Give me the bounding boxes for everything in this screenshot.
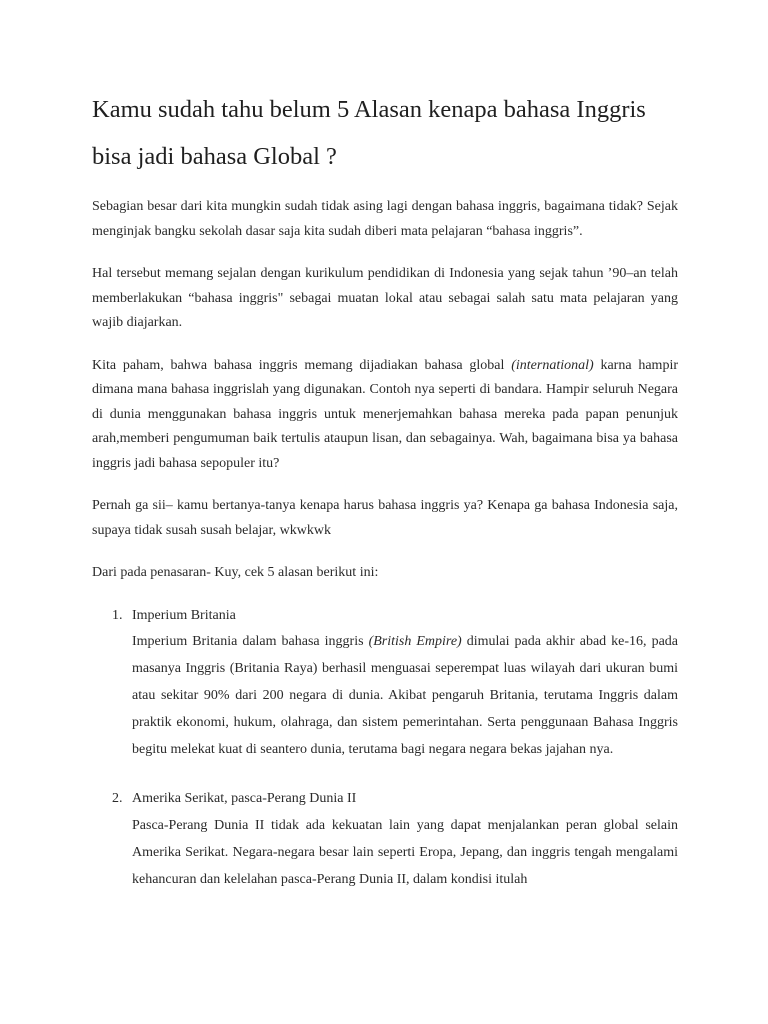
list-item-number: 2. xyxy=(112,791,123,806)
paragraph-text: Kita paham, bahwa bahasa inggris memang dijadiakan bahasa global xyxy=(92,357,512,373)
paragraph-curriculum: Hal tersebut memang sejalan dengan kurikulum pendidikan di Indonesia yang sejak tahun ’90–an telah memberlakukan “bahasa inggris" sebagai muatan lokal atau sebagai salah satu mata pelajaran yang wajib diajarkan. xyxy=(92,266,678,330)
list-item xyxy=(92,787,678,893)
list-item-number: 1. xyxy=(112,607,123,623)
document-title: Kamu sudah tahu belum 5 Alasan kenapa bahasa Inggris bisa jadi bahasa Global ? xyxy=(92,96,646,170)
paragraph-intro: Sebagian besar dari kita mungkin sudah tidak asing lagi dengan bahasa inggris, bagaimana tidak? Sejak menginjak bangku sekolah dasar saja kita sudah diberi mata pelajaran “bahasa inggris”. xyxy=(92,199,678,239)
paragraph-list-intro: Dari pada penasaran- Kuy, cek 5 alasan berikut ini: xyxy=(92,565,379,580)
list-item-title: Amerika Serikat, pasca-Perang Dunia II xyxy=(132,791,357,806)
italic-term: (British Empire) xyxy=(368,634,462,649)
paragraph-text: karna hampir dimana mana bahasa inggrislah yang digunakan. Contoh nya seperti di bandara. Hampir seluruh Negara di dunia menggunakan bahasa inggris untuk menerjemahkan bahasa mereka pada papan penunjuk arah,memberi pengumuman baik tertulis ataupun lisan, dan sebagainya. Wah, bagaimana bisa ya bahasa inggris jadi bahasa sepopuler itu? xyxy=(92,357,678,471)
list-item-body: Pasca-Perang Dunia II tidak ada kekuatan lain yang dapat menjalankan peran global selain Amerika Serikat. Negara-negara besar lain seperti Eropa, Jepang, dan inggris tengah mengalami kehancuran dan kelelahan pasca-Perang Dunia II, dalam kondisi itulah xyxy=(132,817,678,887)
document-page xyxy=(92,86,678,917)
reasons-list xyxy=(92,604,678,893)
list-item-title: Imperium Britania xyxy=(132,607,236,623)
paragraph-global-language xyxy=(92,354,678,477)
paragraph-question: Pernah ga sii– kamu bertanya-tanya kenapa harus bahasa inggris ya? Kenapa ga bahasa Indonesia saja, supaya tidak susah susah belajar, wkwkwk xyxy=(92,498,678,538)
item-body-text: dimulai pada akhir abad ke-16, pada masanya Inggris (Britania Raya) berhasil menguasai seperempat luas wilayah dari ukuran bumi atau sekitar 90% dari 200 negara di dunia. Akibat pengaruh Britania, terutama Inggris dalam praktik ekonomi, hukum, olahraga, dan sistem pemerintahan. Serta penggunaan Bahasa Inggris begitu melekat kuat di seantero dunia, terutama bagi negara negara bekas jajahan nya. xyxy=(132,634,678,757)
list-item xyxy=(92,604,678,764)
list-item-body xyxy=(132,628,678,763)
item-body-text: Imperium Britania dalam bahasa inggris xyxy=(132,634,369,649)
italic-term: (international) xyxy=(511,357,594,373)
